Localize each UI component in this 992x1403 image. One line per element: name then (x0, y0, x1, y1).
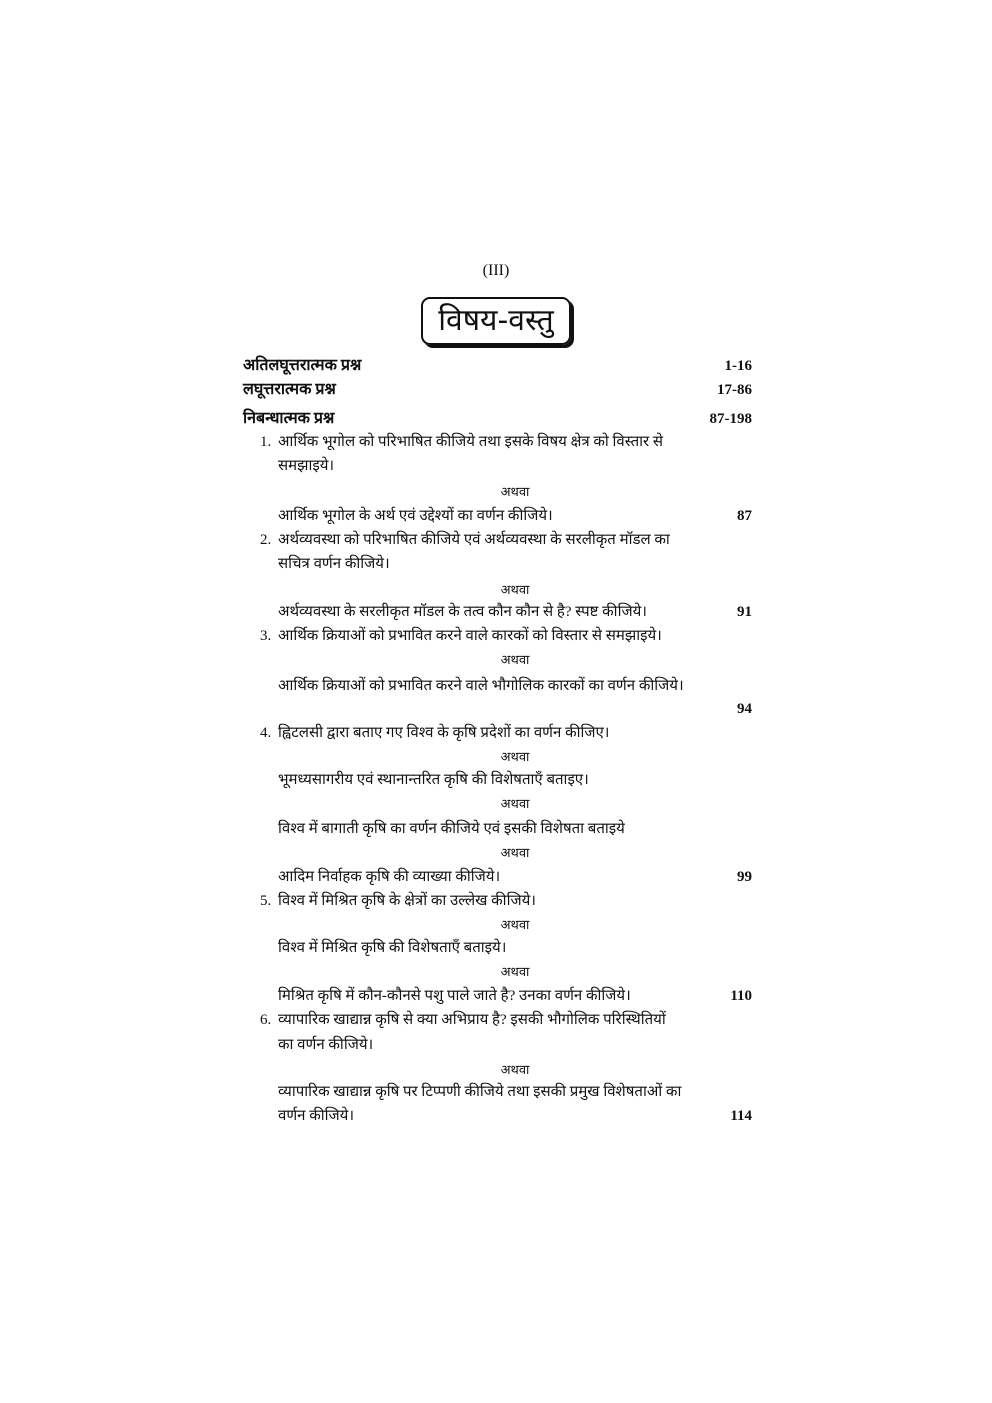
page-ref: 87 (737, 508, 752, 524)
alt-question-line (278, 601, 752, 623)
question-line (260, 722, 752, 744)
section-label: निबन्धात्मक प्रश्न (243, 410, 335, 427)
toc-section (243, 408, 752, 430)
question-line (278, 455, 752, 477)
question-text: ह्विटलसी द्वारा बताए गए विश्व के कृषि प्रदेशों का वर्णन कीजिए। (278, 725, 610, 741)
question-text: आर्थिक भूगोल को परिभाषित कीजिये तथा इसके विषय क्षेत्र को विस्तार से (278, 434, 664, 450)
section-pages: 1-16 (724, 358, 752, 374)
question-number: 4. (260, 725, 272, 741)
question-line (278, 553, 752, 575)
or-label: अथवा (500, 652, 530, 667)
section-pages: 17-86 (717, 382, 752, 398)
section-label: अतिलघूत्तरात्मक प्रश्न (243, 357, 362, 374)
question-text: व्यापारिक खाद्यान्न कृषि से क्या अभिप्राय है? इसकी भौगोलिक परिस्थितियों (278, 1012, 666, 1028)
question-line (260, 890, 752, 912)
alt-question-text: अर्थव्यवस्था के सरलीकृत मॉडल के तत्व कौन कौन से है? स्पष्ट कीजिये। (278, 604, 647, 620)
or-label: अथवा (500, 796, 530, 811)
question-text: अर्थव्यवस्था को परिभाषित कीजिये एवं अर्थव्यवस्था के सरलीकृत मॉडल का (278, 532, 670, 548)
alt-question-line (278, 1081, 752, 1103)
or-label: अथवा (500, 582, 530, 597)
page-title: विषय-वस्तु (421, 297, 571, 345)
page-ref: 99 (737, 869, 752, 885)
question-number: 6. (260, 1012, 272, 1028)
or-label: अथवा (500, 1062, 530, 1077)
alt-question-text: आर्थिक क्रियाओं को प्रभावित करने वाले भौगोलिक कारकों का वर्णन कीजिये। (278, 678, 684, 694)
page-ref: 91 (737, 604, 752, 620)
page-ref: 94 (737, 701, 752, 717)
alt-question-text: आदिम निर्वाहक कृषि की व्याख्या कीजिये। (278, 869, 501, 885)
alt-question-line (278, 985, 752, 1007)
question-text: का वर्णन कीजिये। (278, 1037, 374, 1053)
page-ref: 114 (730, 1108, 752, 1124)
alt-question-text: विश्व में बागाती कृषि का वर्णन कीजिये एवं इसकी विशेषता बताइये (278, 821, 625, 837)
alt-question-line (278, 937, 752, 959)
question-line (260, 625, 752, 647)
alt-question-line (278, 818, 752, 840)
question-line (260, 529, 752, 551)
section-label: लघूत्तरात्मक प्रश्न (243, 381, 336, 398)
or-label: अथवा (500, 845, 530, 860)
alt-question-line (278, 769, 752, 791)
page-ref: 110 (730, 988, 752, 1004)
alt-question-line (278, 866, 752, 888)
alt-question-text: विश्व में मिश्रित कृषि की विशेषताएँ बताइये। (278, 940, 507, 956)
question-text: विश्व में मिश्रित कृषि के क्षेत्रों का उल्लेख कीजिये। (278, 893, 536, 909)
alt-question-text: आर्थिक भूगोल के अर्थ एवं उद्देश्यों का वर्णन कीजिये। (278, 508, 553, 524)
question-number: 2. (260, 532, 272, 548)
alt-question-text: व्यापारिक खाद्यान्न कृषि पर टिप्पणी कीजिये तथा इसकी प्रमुख विशेषताओं का (278, 1084, 682, 1100)
question-text: समझाइये। (278, 458, 335, 474)
or-label: अथवा (500, 964, 530, 979)
question-text: आर्थिक क्रियाओं को प्रभावित करने वाले कारकों को विस्तार से समझाइये। (278, 628, 662, 644)
question-text: सचित्र वर्णन कीजिये। (278, 556, 390, 572)
alt-question-line (278, 1105, 752, 1127)
toc-section (243, 355, 752, 377)
alt-question-text: भूमध्यसागरीय एवं स्थानान्तरित कृषि की विशेषताएँ बताइए। (278, 772, 589, 788)
question-number: 3. (260, 628, 272, 644)
alt-question-line (278, 675, 752, 697)
or-label: अथवा (500, 749, 530, 764)
question-line (278, 1034, 752, 1056)
or-label: अथवा (500, 917, 530, 932)
page-number: (III) (482, 262, 510, 279)
alt-question-text: मिश्रित कृषि में कौन-कौनसे पशु पाले जाते है? उनका वर्णन कीजिये। (278, 988, 631, 1004)
toc-section (243, 379, 752, 401)
question-line (260, 431, 752, 453)
page-ref-line (278, 698, 752, 720)
alt-question-line (278, 505, 752, 527)
section-pages: 87-198 (709, 411, 752, 427)
question-line (260, 1009, 752, 1031)
alt-question-text: वर्णन कीजिये। (278, 1108, 355, 1124)
question-number: 1. (260, 434, 272, 450)
question-number: 5. (260, 893, 272, 909)
or-label: अथवा (500, 484, 530, 499)
